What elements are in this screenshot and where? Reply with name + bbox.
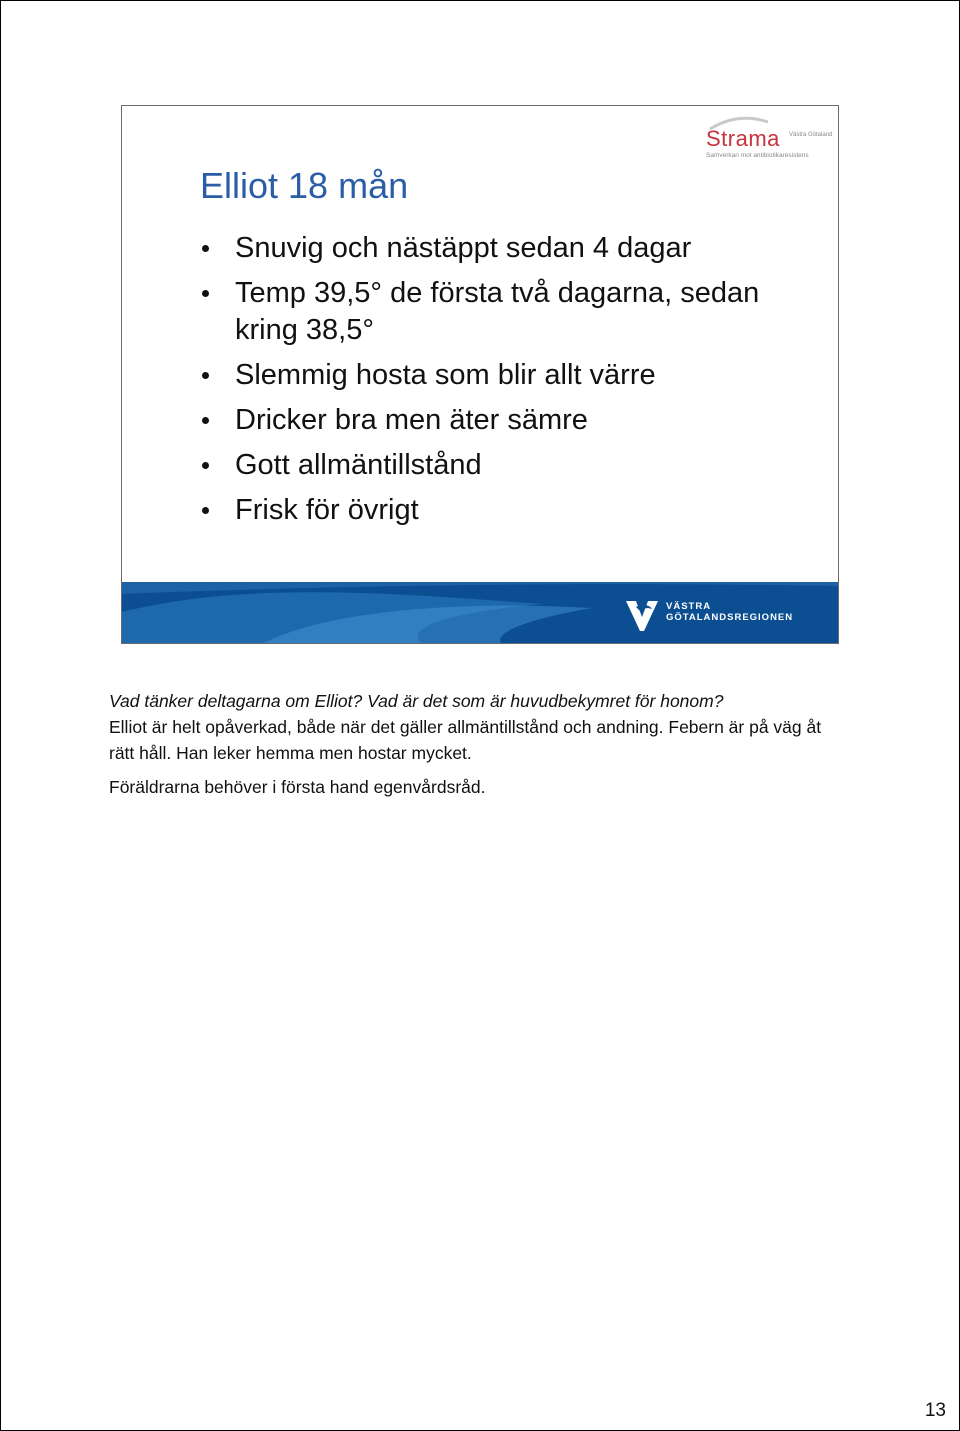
bullet-text: Slemmig hosta som blir allt värre (235, 359, 656, 391)
vgr-logo (624, 597, 814, 633)
notes-answer: Elliot är helt opåverkad, både när det gäller allmäntillstånd och andning. Febern är på väg åt rätt håll. Han leker hemma men hostar mycket. (109, 717, 822, 763)
bullet-item (196, 402, 775, 439)
bullet-text: Gott allmäntillstånd (235, 449, 482, 481)
strama-logo-text: Strama (706, 126, 780, 151)
slide-title: Elliot 18 mån (200, 165, 409, 206)
bullet-item (196, 275, 775, 349)
page-number: 13 (924, 1400, 946, 1421)
bullet-text: Frisk för övrigt (235, 494, 419, 526)
strama-logo-region: Västra Götaland (789, 132, 833, 138)
bullet-item (196, 447, 775, 484)
bullet-dot-icon (202, 417, 209, 424)
notes-advice: Föräldrarna behöver i första hand egenvårdsråd. (109, 777, 486, 797)
vgr-logo-text (666, 601, 793, 623)
bullet-dot-icon (202, 290, 209, 297)
strama-logo (706, 116, 832, 164)
vgr-emblem-icon (624, 597, 660, 633)
bullet-item (196, 492, 775, 529)
bullet-dot-icon (202, 507, 209, 514)
bullet-text: Snuvig och nästäppt sedan 4 dagar (235, 232, 692, 264)
bullet-text: Dricker bra men äter sämre (235, 404, 588, 436)
notes-question: Vad tänker deltagarna om Elliot? Vad är det som är huvudbekymret för honom? (109, 691, 724, 711)
bullet-dot-icon (202, 462, 209, 469)
speaker-notes (109, 688, 849, 800)
vgr-logo-line1: VÄSTRA (666, 601, 712, 612)
bullet-dot-icon (202, 372, 209, 379)
bullet-item (196, 357, 775, 394)
strama-logo-tagline: Samverkan mot antibiotikaresistens (706, 152, 809, 159)
bullet-dot-icon (202, 245, 209, 252)
vgr-logo-line2: GÖTALANDSREGIONEN (666, 612, 794, 623)
slide-thumbnail (121, 105, 839, 644)
slide-bullet-list (196, 230, 775, 537)
bullet-text: Temp 39,5° de första två dagarna, sedan kring 38,5° (235, 277, 760, 346)
slide-footer-band (122, 582, 838, 644)
bullet-item (196, 230, 775, 267)
